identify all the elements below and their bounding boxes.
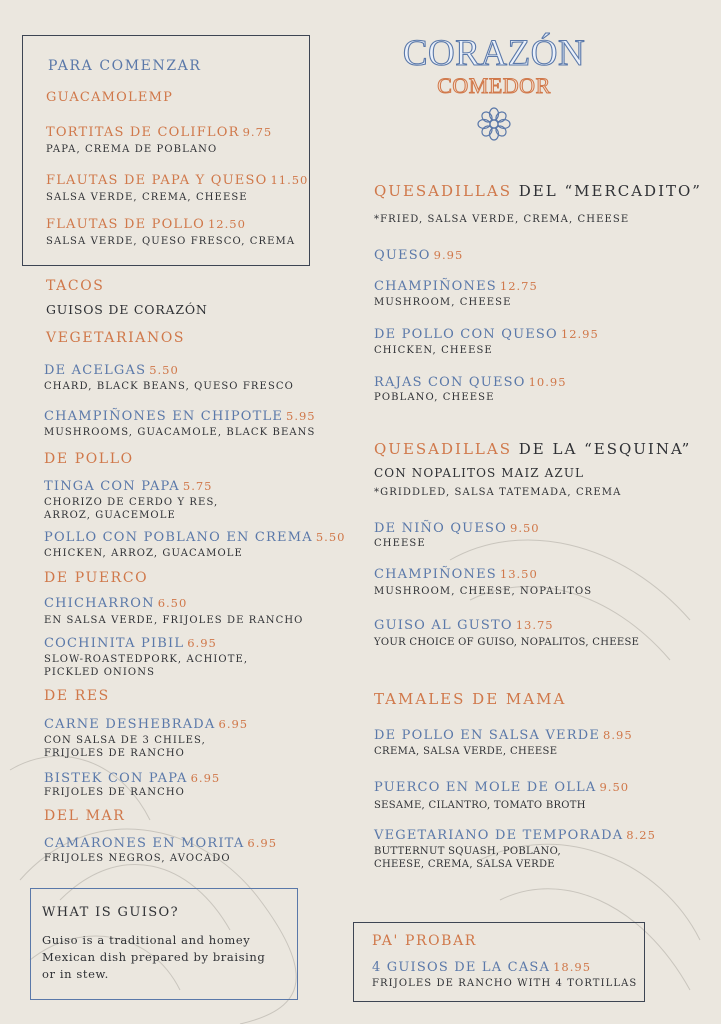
item-price: 12.95 (560, 327, 599, 341)
item-name: CARNE DESHEBRADA (44, 717, 216, 732)
item-description: FRIJOLES DE RANCHO WITH 4 TORTILLAS (372, 978, 638, 989)
menu-item-4-guisos (372, 956, 637, 990)
item-name: CHICHARRON (44, 596, 155, 611)
item-description: CON SALSA DE 3 CHILES, (44, 735, 206, 746)
menu-item-flautas-papa (46, 169, 308, 204)
item-description: YOUR CHOICE OF GUISO, NOPALITOS, CHEESE (374, 637, 640, 648)
item-description: ARROZ, GUACEMOLE (44, 510, 176, 521)
item-description: SALSA VERDE, QUESO FRESCO, CREMA (46, 236, 296, 247)
item-description: MUSHROOM, CHEESE (374, 297, 512, 308)
mercadito-title-orange: QUESADILLAS (374, 182, 512, 200)
menu-item-nino-queso (374, 517, 540, 550)
item-price: 13.75 (515, 618, 554, 632)
guiso-info-line: or in stew. (42, 967, 109, 981)
item-description: POBLANO, CHEESE (374, 392, 495, 403)
tacos-title: TACOS (46, 278, 105, 294)
item-description: EN SALSA VERDE, FRIJOLES DE RANCHO (44, 615, 304, 626)
esquina-title-plain: DE LA “ESQUINA” (518, 440, 692, 458)
item-price: 5.95 (286, 409, 316, 423)
item-price: 11.50 (270, 173, 309, 187)
item-price: 12.50 (207, 217, 246, 231)
item-description: SALSA VERDE, CREMA, CHEESE (46, 192, 248, 203)
esquina-title-orange: QUESADILLAS (374, 440, 512, 458)
menu-item-bistek (44, 767, 220, 799)
menu-item-guacamole (46, 86, 173, 105)
item-name: QUESO (374, 248, 431, 263)
item-name: DE POLLO EN SALSA VERDE (374, 728, 601, 743)
item-name: GUACAMOLE (46, 90, 149, 105)
item-name: FLAUTAS DE POLLO (46, 217, 205, 232)
menu-item-camarones (44, 832, 277, 865)
item-price: 9.50 (510, 521, 540, 535)
item-price: 6.95 (190, 771, 221, 785)
item-description: SLOW-ROASTEDPORK, ACHIOTE, (44, 654, 249, 665)
menu-item-flautas-pollo (46, 213, 295, 248)
menu-item-rajas (374, 371, 567, 404)
item-price: 6.95 (218, 717, 249, 731)
tacos-subtitle: GUISOS DE CORAZÓN (46, 302, 208, 317)
item-name: CHAMPIÑONES (374, 567, 497, 582)
item-name: DE NIÑO QUESO (374, 521, 507, 536)
brand-subtitle: COMEDOR (437, 73, 551, 98)
item-description: FRIJOLES DE RANCHO (44, 787, 185, 798)
menu-item-cochinita (44, 632, 248, 679)
item-price: 8.95 (603, 728, 633, 742)
item-name: FLAUTAS DE PAPA Y QUESO (46, 173, 268, 188)
item-price: 6.95 (187, 636, 217, 650)
item-description: CHEESE (374, 538, 426, 549)
guiso-info-title: WHAT IS GUISO? (42, 905, 179, 920)
item-name: TORTITAS DE COLIFLOR (46, 125, 240, 140)
item-price: MP (148, 90, 174, 105)
item-description: CHICKEN, CHEESE (374, 345, 493, 356)
menu-item-tamal-pollo (374, 724, 633, 758)
item-name: COCHINITA PIBIL (44, 636, 185, 651)
item-description: CREMA, SALSA VERDE, CHEESE (374, 746, 558, 757)
item-description: PICKLED ONIONS (44, 667, 156, 678)
item-name: TINGA CON PAPA (44, 479, 180, 494)
pa-probar-title: PA' PROBAR (372, 933, 477, 949)
item-name: VEGETARIANO DE TEMPORADA (374, 828, 624, 843)
item-name: DE ACELGAS (44, 363, 147, 378)
item-description: MUSHROOMS, GUACAMOLE, BLACK BEANS (44, 427, 316, 438)
menu-item-tinga (44, 475, 218, 522)
menu-item-chicharron (44, 592, 303, 627)
item-name: PUERCO EN MOLE DE OLLA (374, 780, 597, 795)
del-mar-title: DEL MAR (44, 808, 126, 824)
menu-item-tamal-vegetariano (374, 824, 656, 871)
esquina-subtitle: CON NOPALITOS MAIZ AZUL (374, 466, 585, 480)
menu-item-champinones-chipotle (44, 405, 316, 439)
mercadito-title-plain: DEL “MERCADITO” (518, 182, 702, 200)
item-price: 12.75 (499, 279, 538, 293)
item-description: MUSHROOM, CHEESE, NOPALITOS (374, 586, 593, 597)
brand-name: CORAZÓN (402, 33, 586, 74)
guiso-info-body (42, 932, 265, 983)
menu-item-pollo-queso (374, 323, 599, 357)
item-name: RAJAS CON QUESO (374, 375, 526, 390)
item-description: FRIJOLES NEGROS, AVOCADO (44, 853, 231, 864)
de-res-title: DE RES (44, 688, 110, 704)
item-description: SESAME, CILANTRO, TOMATO BROTH (374, 800, 586, 811)
item-description: CHEESE, CREMA, SALSA VERDE (374, 859, 555, 870)
item-name: BISTEK CON PAPA (44, 771, 188, 786)
item-price: 5.75 (182, 479, 213, 493)
item-price: 10.95 (528, 375, 567, 389)
menu-item-queso (374, 244, 463, 263)
item-price: 9.50 (599, 780, 630, 794)
item-description: FRIJOLES DE RANCHO (44, 748, 185, 759)
menu-item-tamal-puerco (374, 776, 629, 812)
para-comenzar-title: PARA COMENZAR (48, 58, 202, 74)
item-price: 13.50 (499, 567, 538, 581)
item-price: 6.50 (157, 596, 188, 610)
item-price: 18.95 (553, 960, 592, 974)
item-description: CHICKEN, ARROZ, GUACAMOLE (44, 548, 243, 559)
menu-item-guiso-gusto (374, 614, 639, 649)
item-price: 8.25 (626, 828, 656, 842)
item-name: 4 GUISOS DE LA CASA (372, 960, 551, 975)
item-name: POLLO CON POBLANO EN CREMA (44, 530, 313, 545)
item-price: 6.95 (247, 836, 278, 850)
menu-item-acelgas (44, 359, 294, 393)
menu-item-carne-deshebrada (44, 713, 248, 760)
guiso-info-line: Guiso is a traditional and homey (42, 933, 251, 947)
item-name: DE POLLO CON QUESO (374, 327, 558, 342)
item-price: 5.50 (149, 363, 179, 377)
de-pollo-title: DE POLLO (44, 451, 134, 467)
menu-item-pollo-poblano (44, 526, 345, 560)
guiso-info-line: Mexican dish prepared by braising (42, 950, 266, 964)
menu-item-champinones-mercadito (374, 275, 538, 309)
item-name: CHAMPIÑONES EN CHIPOTLE (44, 409, 284, 424)
item-description: CHARD, BLACK BEANS, QUESO FRESCO (44, 381, 294, 392)
menu-item-champinones-esquina (374, 563, 592, 598)
item-description: CHORIZO DE CERDO Y RES, (44, 497, 219, 508)
item-name: GUISO AL GUSTO (374, 618, 513, 633)
item-price: 9.95 (433, 248, 464, 262)
item-description: BUTTERNUT SQUASH, POBLANO, (374, 846, 561, 857)
esquina-title (374, 440, 691, 458)
brand-logo (395, 34, 593, 98)
item-price: 9.75 (242, 125, 273, 139)
mercadito-note: *FRIED, SALSA VERDE, CREMA, CHEESE (374, 214, 630, 225)
vegetarianos-title: VEGETARIANOS (46, 330, 186, 346)
item-name: CAMARONES EN MORITA (44, 836, 245, 851)
item-description: PAPA, CREMA DE POBLANO (46, 144, 218, 155)
de-puerco-title: DE PUERCO (44, 570, 149, 586)
menu-item-tortitas (46, 121, 272, 156)
flower-icon (476, 106, 512, 142)
tamales-title: TAMALES DE MAMA (374, 690, 567, 708)
item-price: 5.50 (315, 530, 346, 544)
mercadito-title (374, 182, 702, 200)
item-name: CHAMPIÑONES (374, 279, 497, 294)
esquina-note: *GRIDDLED, SALSA TATEMADA, CREMA (374, 487, 622, 498)
